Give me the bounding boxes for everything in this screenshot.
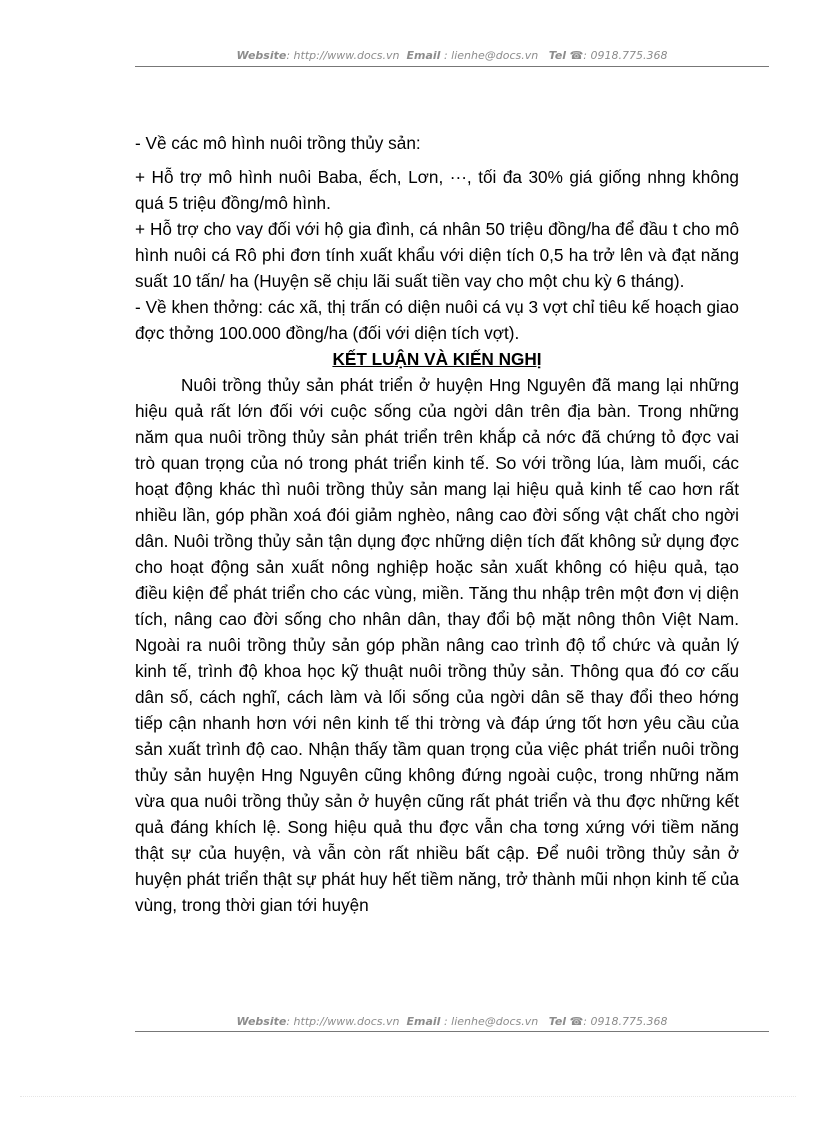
footer-tel-value: : 0918.775.368 bbox=[583, 1015, 668, 1028]
paragraph-conclusion: Nuôi trồng thủy sản phát triển ở huyện Hng Nguyên đã mang lại những hiệu quả rất lớn đối với cuộc sống của ngời dân trên địa bàn. Trong những năm qua nuôi trồng thủy sản phát triển trên khắp cả nớc đã chứng tỏ đợc vai trò quan trọng của nó trong phát triển kinh tế. So với trồng lúa, làm muối, các hoạt động khác thì nuôi trồng thủy sản mang lại hiệu quả kinh tế cao hơn rất nhiều lần, góp phần xoá đói giảm nghèo, nâng cao đời sống vật chất cho ngời dân. Nuôi trồng thủy sản tận dụng đợc những diện tích đất không sử dụng đợc cho hoạt động sản xuất nông nghiệp hoặc sản xuất không có hiệu quả, tạo điều kiện để phát triển cho các vùng, miền. Tăng thu nhập trên một đơn vị diện tích, nâng cao đời sống cho nhân dân, thay đổi bộ mặt nông thôn Việt Nam. Ngoài ra nuôi trồng thủy sản góp phần nâng cao trình độ tổ chức và quản lý kinh tế, trình độ khoa học kỹ thuật nuôi trồng thủy sản. Thông qua đó cơ cấu dân số, cách nghĩ, cách làm và lối sống của ngời dân sẽ thay đổi theo hớng tiếp cận nhanh hơn với nên kinh tế thi trờng và đáp ứng tốt hơn yêu cầu của sản xuất trình độ cao. Nhận thấy tầm quan trọng của việc phát triển nuôi trồng thủy sản huyện Hng Nguyên cũng không đứng ngoài cuộc, trong những năm vừa qua nuôi trồng thủy sản ở huyện cũng rất phát triển và thu đợc những kết quả đáng khích lệ. Song hiệu quả thu đợc vẫn cha tơng xứng với tiềm năng thật sự của huyện, và vẫn còn rất nhiều bất cập. Để nuôi trồng thủy sản ở huyện phát triển thật sự phát huy hết tiềm năng, trở thành mũi nhọn kinh tế của vùng, trong thời gian tới huyện bbox=[135, 375, 739, 915]
footer-website-value: : http://www.docs.vn bbox=[286, 1015, 400, 1028]
header-tel-value: : 0918.775.368 bbox=[583, 49, 668, 62]
header-website-value: : http://www.docs.vn bbox=[286, 49, 400, 62]
paragraph-rewards: - Về khen thởng: các xã, thị trấn có diện nuôi cá vụ 3 vợt chỉ tiêu kế hoạch giao đợc thởng 100.000 đồng/ha (đối với diện tích vợt). bbox=[135, 297, 739, 343]
phone-icon: ☎ bbox=[569, 49, 584, 62]
header-tel-label: Tel bbox=[548, 49, 567, 62]
paragraph-support-models: + Hỗ trợ mô hình nuôi Baba, ếch, Lơn, ···, tối đa 30% giá giống nhng không quá 5 triệu đồng/mô hình. bbox=[135, 167, 739, 213]
footer-email-value: : lienhe@docs.vn bbox=[443, 1015, 539, 1028]
page-edge-dotted-line bbox=[20, 1096, 796, 1097]
page-footer bbox=[135, 1015, 769, 1028]
header-email-value: : lienhe@docs.vn bbox=[443, 49, 539, 62]
section-heading: KẾT LUẬN VÀ KIẾN NGHỊ bbox=[332, 349, 542, 369]
page-header bbox=[135, 49, 769, 62]
footer-website-label: Website bbox=[236, 1015, 287, 1028]
phone-icon: ☎ bbox=[569, 1015, 584, 1028]
footer-email-label: Email bbox=[406, 1015, 441, 1028]
document-body bbox=[135, 130, 739, 918]
header-divider bbox=[135, 66, 769, 67]
header-website-label: Website bbox=[236, 49, 287, 62]
footer-tel-label: Tel bbox=[548, 1015, 567, 1028]
paragraph-models: - Về các mô hình nuôi trồng thủy sản: bbox=[135, 133, 421, 153]
paragraph-support-loans: + Hỗ trợ cho vay đối với hộ gia đình, cá nhân 50 triệu đồng/ha để đầu t cho mô hình nuôi cá Rô phi đơn tính xuất khẩu với diện tích 0,5 ha trở lên và đạt năng suất 10 tấn/ ha (Huyện sẽ chịu lãi suất tiền vay cho một chu kỳ 6 tháng). bbox=[135, 219, 739, 291]
footer-divider bbox=[135, 1031, 769, 1032]
header-email-label: Email bbox=[406, 49, 441, 62]
